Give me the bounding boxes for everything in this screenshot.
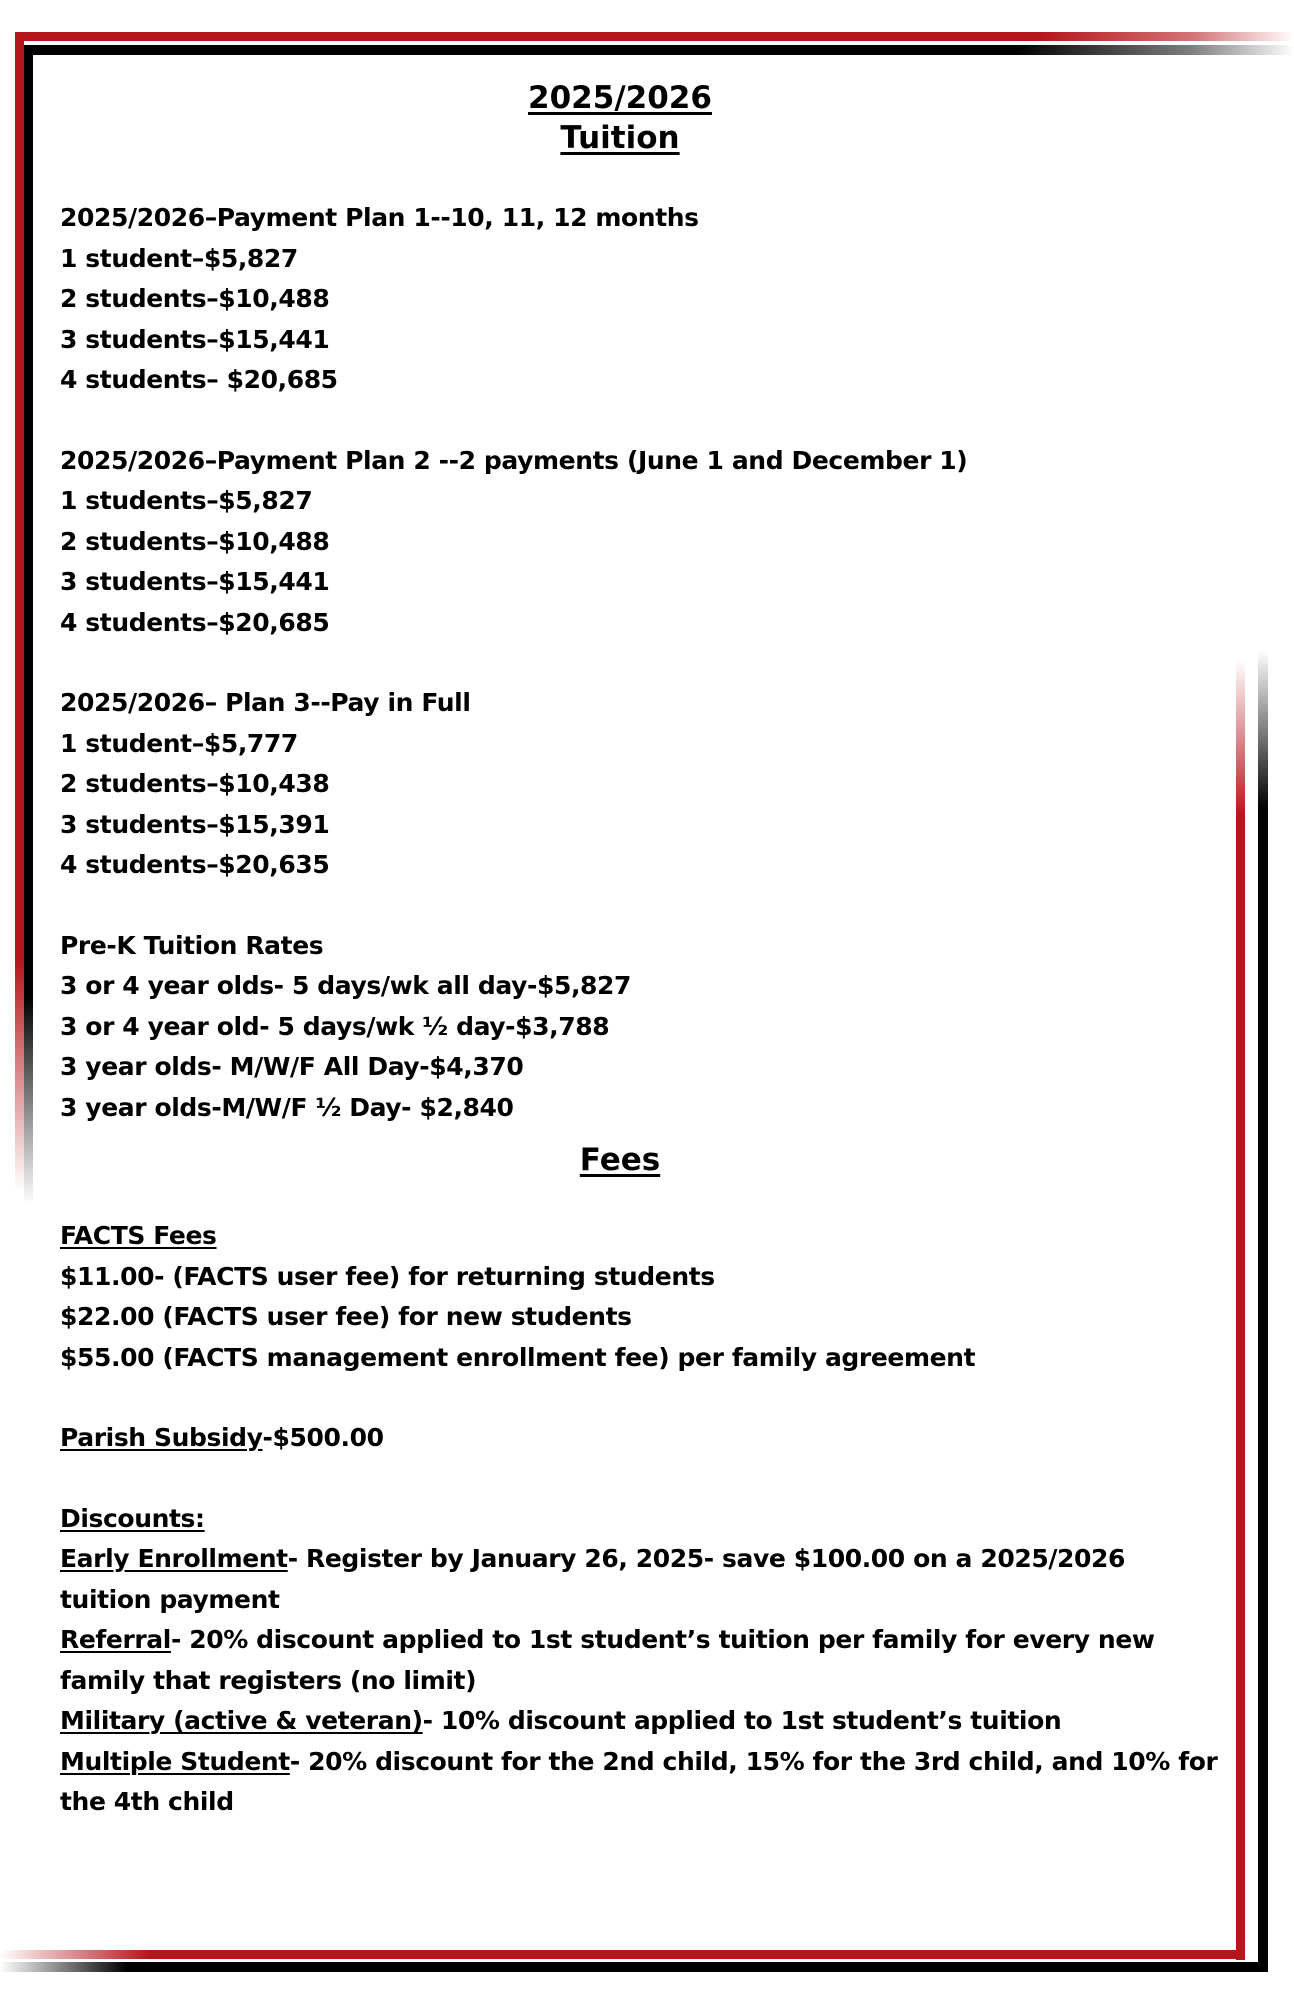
parish-subsidy-label: Parish Subsidy: [60, 1423, 263, 1452]
discounts: [60, 1499, 1220, 1823]
rate-item: 3 year olds- M/W/F All Day-$4,370: [60, 1052, 524, 1081]
fees-heading: Fees: [579, 1142, 661, 1178]
rate-item: 3 or 4 year old- 5 days/wk ½ day-$3,788: [60, 1011, 610, 1041]
document-content: [60, 78, 1220, 1823]
title-tuition: Tuition: [560, 120, 680, 156]
title-year: 2025/2026: [528, 80, 712, 116]
frame-border-black-bottom: [0, 1962, 1268, 1972]
discount-text: - 10% discount applied to 1st student’s tuition: [422, 1706, 1062, 1735]
rate-item: 4 students– $20,685: [60, 365, 338, 394]
rate-item: 1 students–$5,827: [60, 486, 313, 515]
rate-item: 2 students–$10,438: [60, 769, 330, 798]
payment-plan-3: [60, 683, 1220, 886]
plan-heading: 2025/2026–Payment Plan 1--10, 11, 12 months: [60, 203, 699, 232]
rate-item: 1 student–$5,827: [60, 243, 298, 273]
discount-label: Multiple Student: [60, 1746, 290, 1776]
rate-item: 4 students–$20,685: [60, 607, 330, 637]
discount-text: - 20% discount for the 2nd child, 15% for the 3rd child, and 10% for the 4th child: [60, 1746, 1218, 1816]
prek-rates: [60, 926, 1220, 1129]
rate-item: 3 students–$15,441: [60, 324, 330, 354]
frame-border-red-top: [15, 32, 1294, 41]
prek-heading: Pre-K Tuition Rates: [60, 930, 324, 960]
frame-border-black-right: [1258, 650, 1268, 1972]
fee-item: $55.00 (FACTS management enrollment fee) per family agreement: [60, 1342, 976, 1372]
discount-item-multiple-student: [60, 1742, 1220, 1823]
fee-item: $11.00- (FACTS user fee) for returning students: [60, 1261, 715, 1291]
discount-label: Early Enrollment: [60, 1544, 288, 1573]
rate-item: 3 students–$15,441: [60, 567, 330, 596]
rate-item: 1 student–$5,777: [60, 728, 298, 758]
discounts-heading: Discounts:: [60, 1503, 205, 1533]
facts-fees-heading: FACTS Fees: [60, 1221, 217, 1250]
page-title: [20, 78, 1220, 158]
rate-item: 4 students–$20,635: [60, 850, 330, 879]
frame-border-black-top: [24, 45, 1294, 55]
rate-item: 2 students–$10,488: [60, 526, 330, 556]
rate-item: 2 students–$10,488: [60, 284, 330, 313]
facts-fees: [60, 1216, 1220, 1378]
plan-heading: 2025/2026– Plan 3--Pay in Full: [60, 688, 471, 717]
payment-plan-2: [60, 441, 1220, 644]
discount-label: Military (active & veteran): [60, 1706, 423, 1735]
frame-border-black-left: [24, 45, 33, 1205]
discount-item-referral: [60, 1620, 1220, 1701]
plan-heading: 2025/2026–Payment Plan 2 --2 payments (June 1 and December 1): [60, 445, 968, 475]
frame-border-red-right: [1236, 660, 1245, 1960]
rate-item: 3 or 4 year olds- 5 days/wk all day-$5,827: [60, 971, 632, 1000]
frame-border-red-left: [15, 32, 24, 1192]
discount-item-early-enrollment: [60, 1539, 1220, 1620]
parish-subsidy-value: -$500.00: [262, 1423, 384, 1452]
discount-text: - 20% discount applied to 1st student’s tuition per family for every new family that registers (no limit): [60, 1625, 1155, 1695]
frame-border-red-bottom: [0, 1950, 1245, 1959]
rate-item: 3 students–$15,391: [60, 809, 330, 839]
discount-label: Referral: [60, 1625, 171, 1654]
discount-text: - Register by January 26, 2025- save $100.00 on a 2025/2026 tuition payment: [60, 1544, 1126, 1614]
discount-item-military: [60, 1701, 1220, 1742]
fee-item: $22.00 (FACTS user fee) for new students: [60, 1302, 632, 1331]
payment-plan-1: [60, 198, 1220, 401]
rate-item: 3 year olds-M/W/F ½ Day- $2,840: [60, 1092, 514, 1122]
parish-subsidy: [60, 1418, 1220, 1459]
